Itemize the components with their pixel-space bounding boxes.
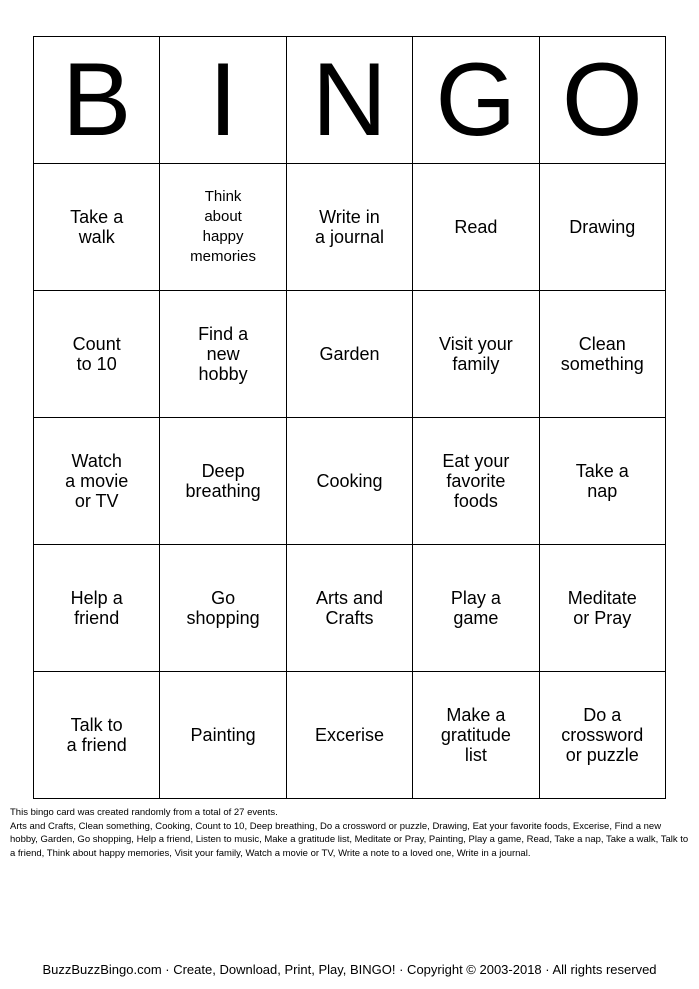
bingo-cell: Take a nap	[539, 418, 665, 545]
bingo-cell: Eat your favorite foods	[413, 418, 539, 545]
bingo-cell: Watch a movie or TV	[34, 418, 160, 545]
bingo-row-3	[34, 418, 666, 545]
bingo-cell: Think about happy memories	[160, 164, 286, 291]
bingo-cell: Find a new hobby	[160, 291, 286, 418]
card-summary: This bingo card was created randomly from a total of 27 events.	[10, 807, 278, 818]
bingo-cell: Write in a journal	[286, 164, 412, 291]
site-footer: BuzzBuzzBingo.com · Create, Download, Print, Play, BINGO! · Copyright © 2003-2018 · All rights reserved	[42, 962, 657, 977]
bingo-row-2	[34, 291, 666, 418]
bingo-cell: Cooking	[286, 418, 412, 545]
bingo-cell: Painting	[160, 672, 286, 799]
bingo-cell: Arts and Crafts	[286, 545, 412, 672]
bingo-cell: Play a game	[413, 545, 539, 672]
bingo-cell: Excerise	[286, 672, 412, 799]
bingo-cell: Meditate or Pray	[539, 545, 665, 672]
bingo-cell: Drawing	[539, 164, 665, 291]
bingo-row-5	[34, 672, 666, 799]
bingo-cell: Talk to a friend	[34, 672, 160, 799]
bingo-cell: Make a gratitude list	[413, 672, 539, 799]
card-info	[10, 806, 690, 860]
bingo-cell: Visit your family	[413, 291, 539, 418]
event-list: Arts and Crafts, Clean something, Cooking, Count to 10, Deep breathing, Do a crossword or puzzle, Drawing, Eat your favorite foods, Excerise, Find a new hobby, Garden, Go shopping, Help a friend, Listen to music, Make a gratitude list, Meditate or Pray, Painting, Play a game, Read, Take a nap, Take a walk, Talk to a friend, Think about happy memories, Visit your family, Watch a movie or TV, Write a note to a loved one, Write in a journal.	[10, 820, 689, 859]
bingo-cell: Deep breathing	[160, 418, 286, 545]
bingo-cell: Garden	[286, 291, 412, 418]
header-letter-o: O	[539, 37, 665, 164]
bingo-card	[33, 36, 666, 799]
bingo-cell: Clean something	[539, 291, 665, 418]
header-letter-g: G	[413, 37, 539, 164]
header-letter-n: N	[286, 37, 412, 164]
header-letter-b: B	[34, 37, 160, 164]
bingo-header-row	[34, 37, 666, 164]
header-letter-i: I	[160, 37, 286, 164]
bingo-row-4	[34, 545, 666, 672]
bingo-cell: Help a friend	[34, 545, 160, 672]
bingo-cell: Go shopping	[160, 545, 286, 672]
bingo-cell: Read	[413, 164, 539, 291]
bingo-cell: Take a walk	[34, 164, 160, 291]
bingo-cell: Do a crossword or puzzle	[539, 672, 665, 799]
bingo-cell: Count to 10	[34, 291, 160, 418]
bingo-row-1	[34, 164, 666, 291]
